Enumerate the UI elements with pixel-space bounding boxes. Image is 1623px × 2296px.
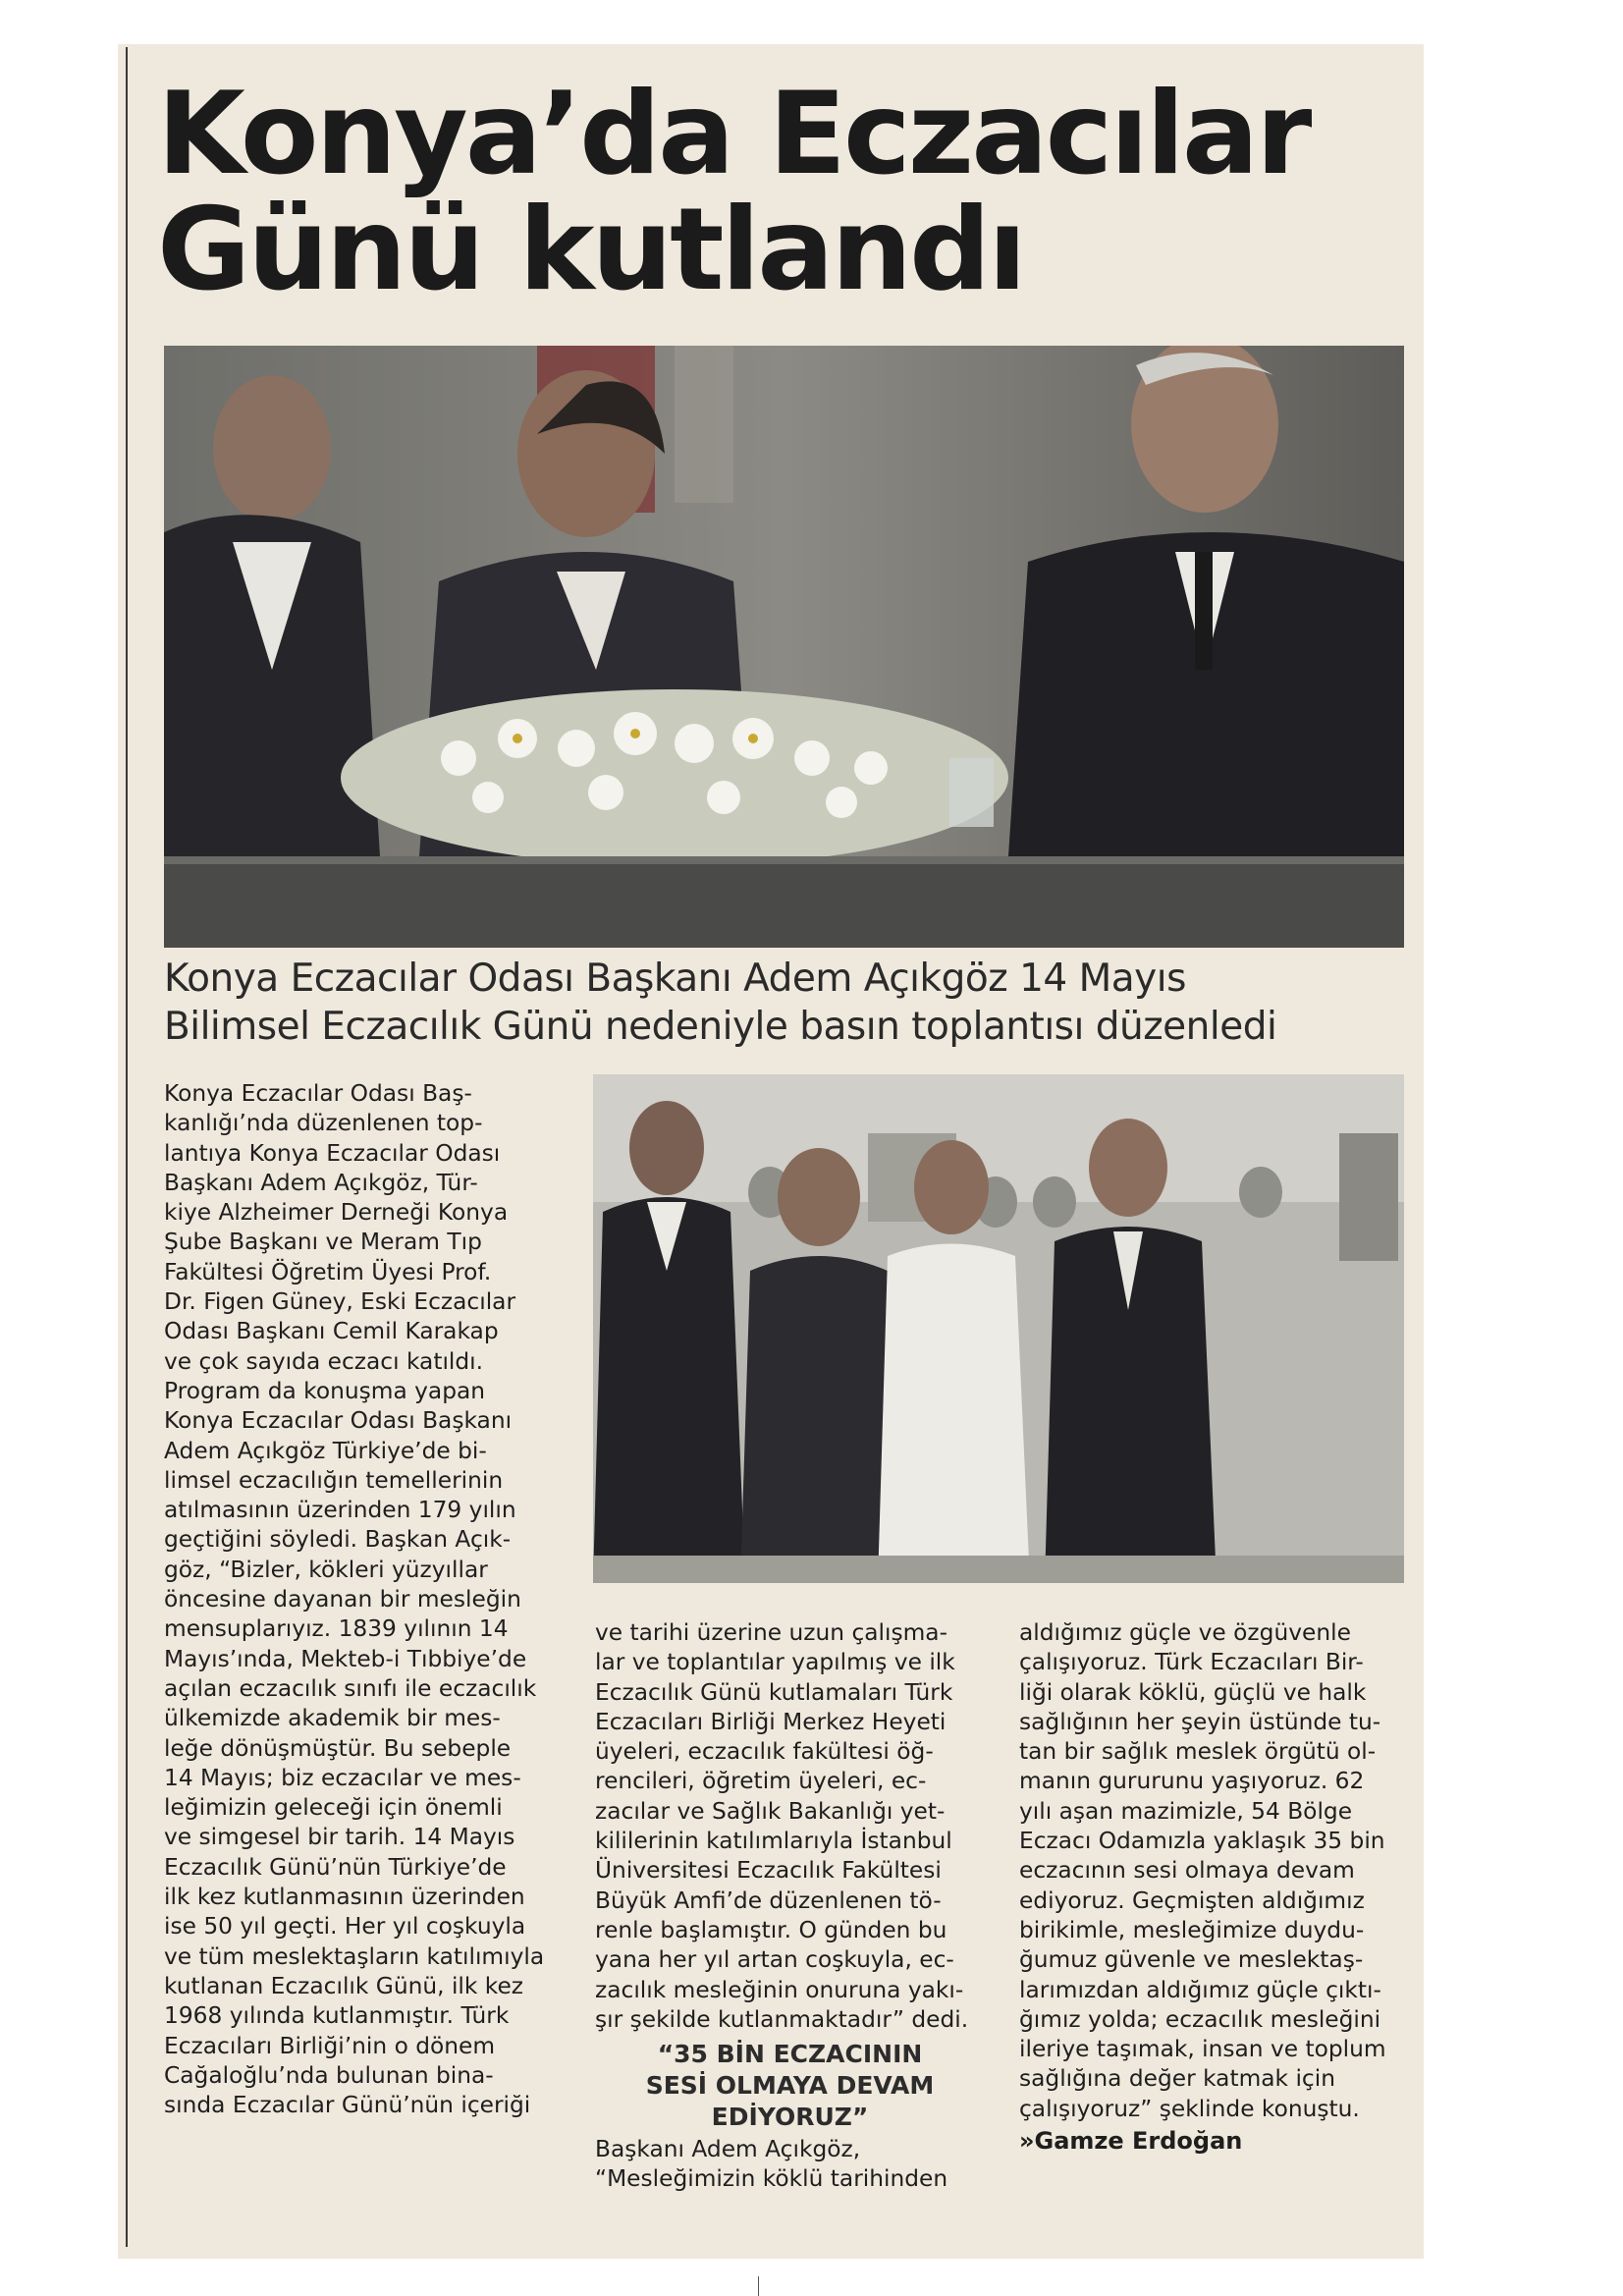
press-conference-photo [164,346,1404,948]
article-column-1 [164,1079,561,2120]
photo-caption: Konya Eczacılar Odası Başkanı Adem Açıkgöz 14 Mayıs Bilimsel Eczacılık Günü nedeniyle basın toplantısı düzenledi [164,957,1277,1049]
page-fold-mark [758,2276,759,2296]
article-column-3 [1019,1618,1408,2156]
article-text-col2: ve tarihi üzerine uzun çalışma- lar ve toplantılar yapılmış ve ilk Eczacılık Günü kutlamaları Türk Eczacıları Birliği Merkez Heyeti üyeleri, eczacılık fakültesi öğ- rencileri, öğretim üyeleri, ec- zacılar ve Sağlık Bakanlığı yet- kililerinin katılımlarıyla İstanbul Üniversitesi Eczacılık Fakültesi Büyük Amfi’de düzenlenen tö- renle başlamıştır. O günden bu yana her yıl artan coşkuyla, ec- zacılık mesleğinin onuruna yakı- şır şekilde kutlanmaktadır” dedi. [595,1619,969,2033]
article-text-col3: aldığımız güçle ve özgüvenle çalışıyoruz. Türk Eczacıları Bir- liği olarak köklü, güçlü ve halk sağlığının her şeyin üstünde tu- tan bir sağlık meslek örgütü ol- manın gururunu yaşıyoruz. 62 yılı aşan mazimizle, 54 Bölge Eczacı Odamızla yaklaşık 35 bin eczacının sesi olmaya devam ediyoruz. Geçmişten aldığımız birikimle, mesleğimize duydu- ğumuz güvenle ve meslektaş- larımızdan aldığımız güçle çıktı- ğımız yolda; eczacılık mesleğini ileriye taşımak, insan ve toplum sağlığına değer katmak için çalışıyoruz” şeklinde konuştu. [1019,1619,1386,2122]
column-rule [126,47,128,2247]
article-column-2 [595,1618,985,2195]
headline: Konya’da Eczacılar Günü kutlandı [157,68,1310,316]
article-text-col2-end: Başkanı Adem Açıkgöz, “Mesleğimizin köklü tarihinden [595,2136,948,2193]
article-text-col1: Konya Eczacılar Odası Baş- kanlığı’nda düzenlenen top- lantıya Konya Eczacılar Odası Başkanı Adem Açıkgöz, Tür- kiye Alzheimer Derneği Konya Şube Başkanı ve Meram Tıp Fakültesi Öğretim Üyesi Prof. Dr. Figen Güney, Eski Eczacılar Odası Başkanı Cemil Karakap ve çok sayıda eczacı katıldı. Program da konuşma yapan Konya Eczacılar Odası Başkanı Adem Açıkgöz Türkiye’de bi- limsel eczacılığın temellerinin atılmasının üzerinden 179 yılın geçtiğini söyledi. Başkan Açık- göz, “Bizler, kökleri yüzyıllar öncesine dayanan bir mesleğin mensuplarıyız. 1839 yılının 14 Mayıs’ında, Mekteb-i Tıbbiye’de açılan eczacılık sınıfı ile eczacılık ülkemizde akademik bir mes- leğe dönüşmüştür. Bu sebeple 14 Mayıs; biz eczacılar ve mes- leğimizin geleceği için önemli ve simgesel bir tarih. 14 Mayıs Eczacılık Günü’nün Türkiye’de ilk kez kutlanmasının üzerinden ise 50 yıl geçti. Her yıl coşkuyla ve tüm meslektaşların katılımıyla kutlanan Eczacılık Günü, ilk kez 1968 yılında kutlanmıştır. Türk Eczacıları Birliği’nin o dönem Cağaloğlu’nda bulunan bina- sında Eczacılar Günü’nün içeriği [164,1080,545,2119]
author-byline: »Gamze Erdoğan [1019,2127,1243,2156]
subheading: “35 BİN ECZACININ SESİ OLMAYA DEVAM EDİYORUZ” [645,2040,935,2132]
ceremony-photo [593,1074,1404,1583]
